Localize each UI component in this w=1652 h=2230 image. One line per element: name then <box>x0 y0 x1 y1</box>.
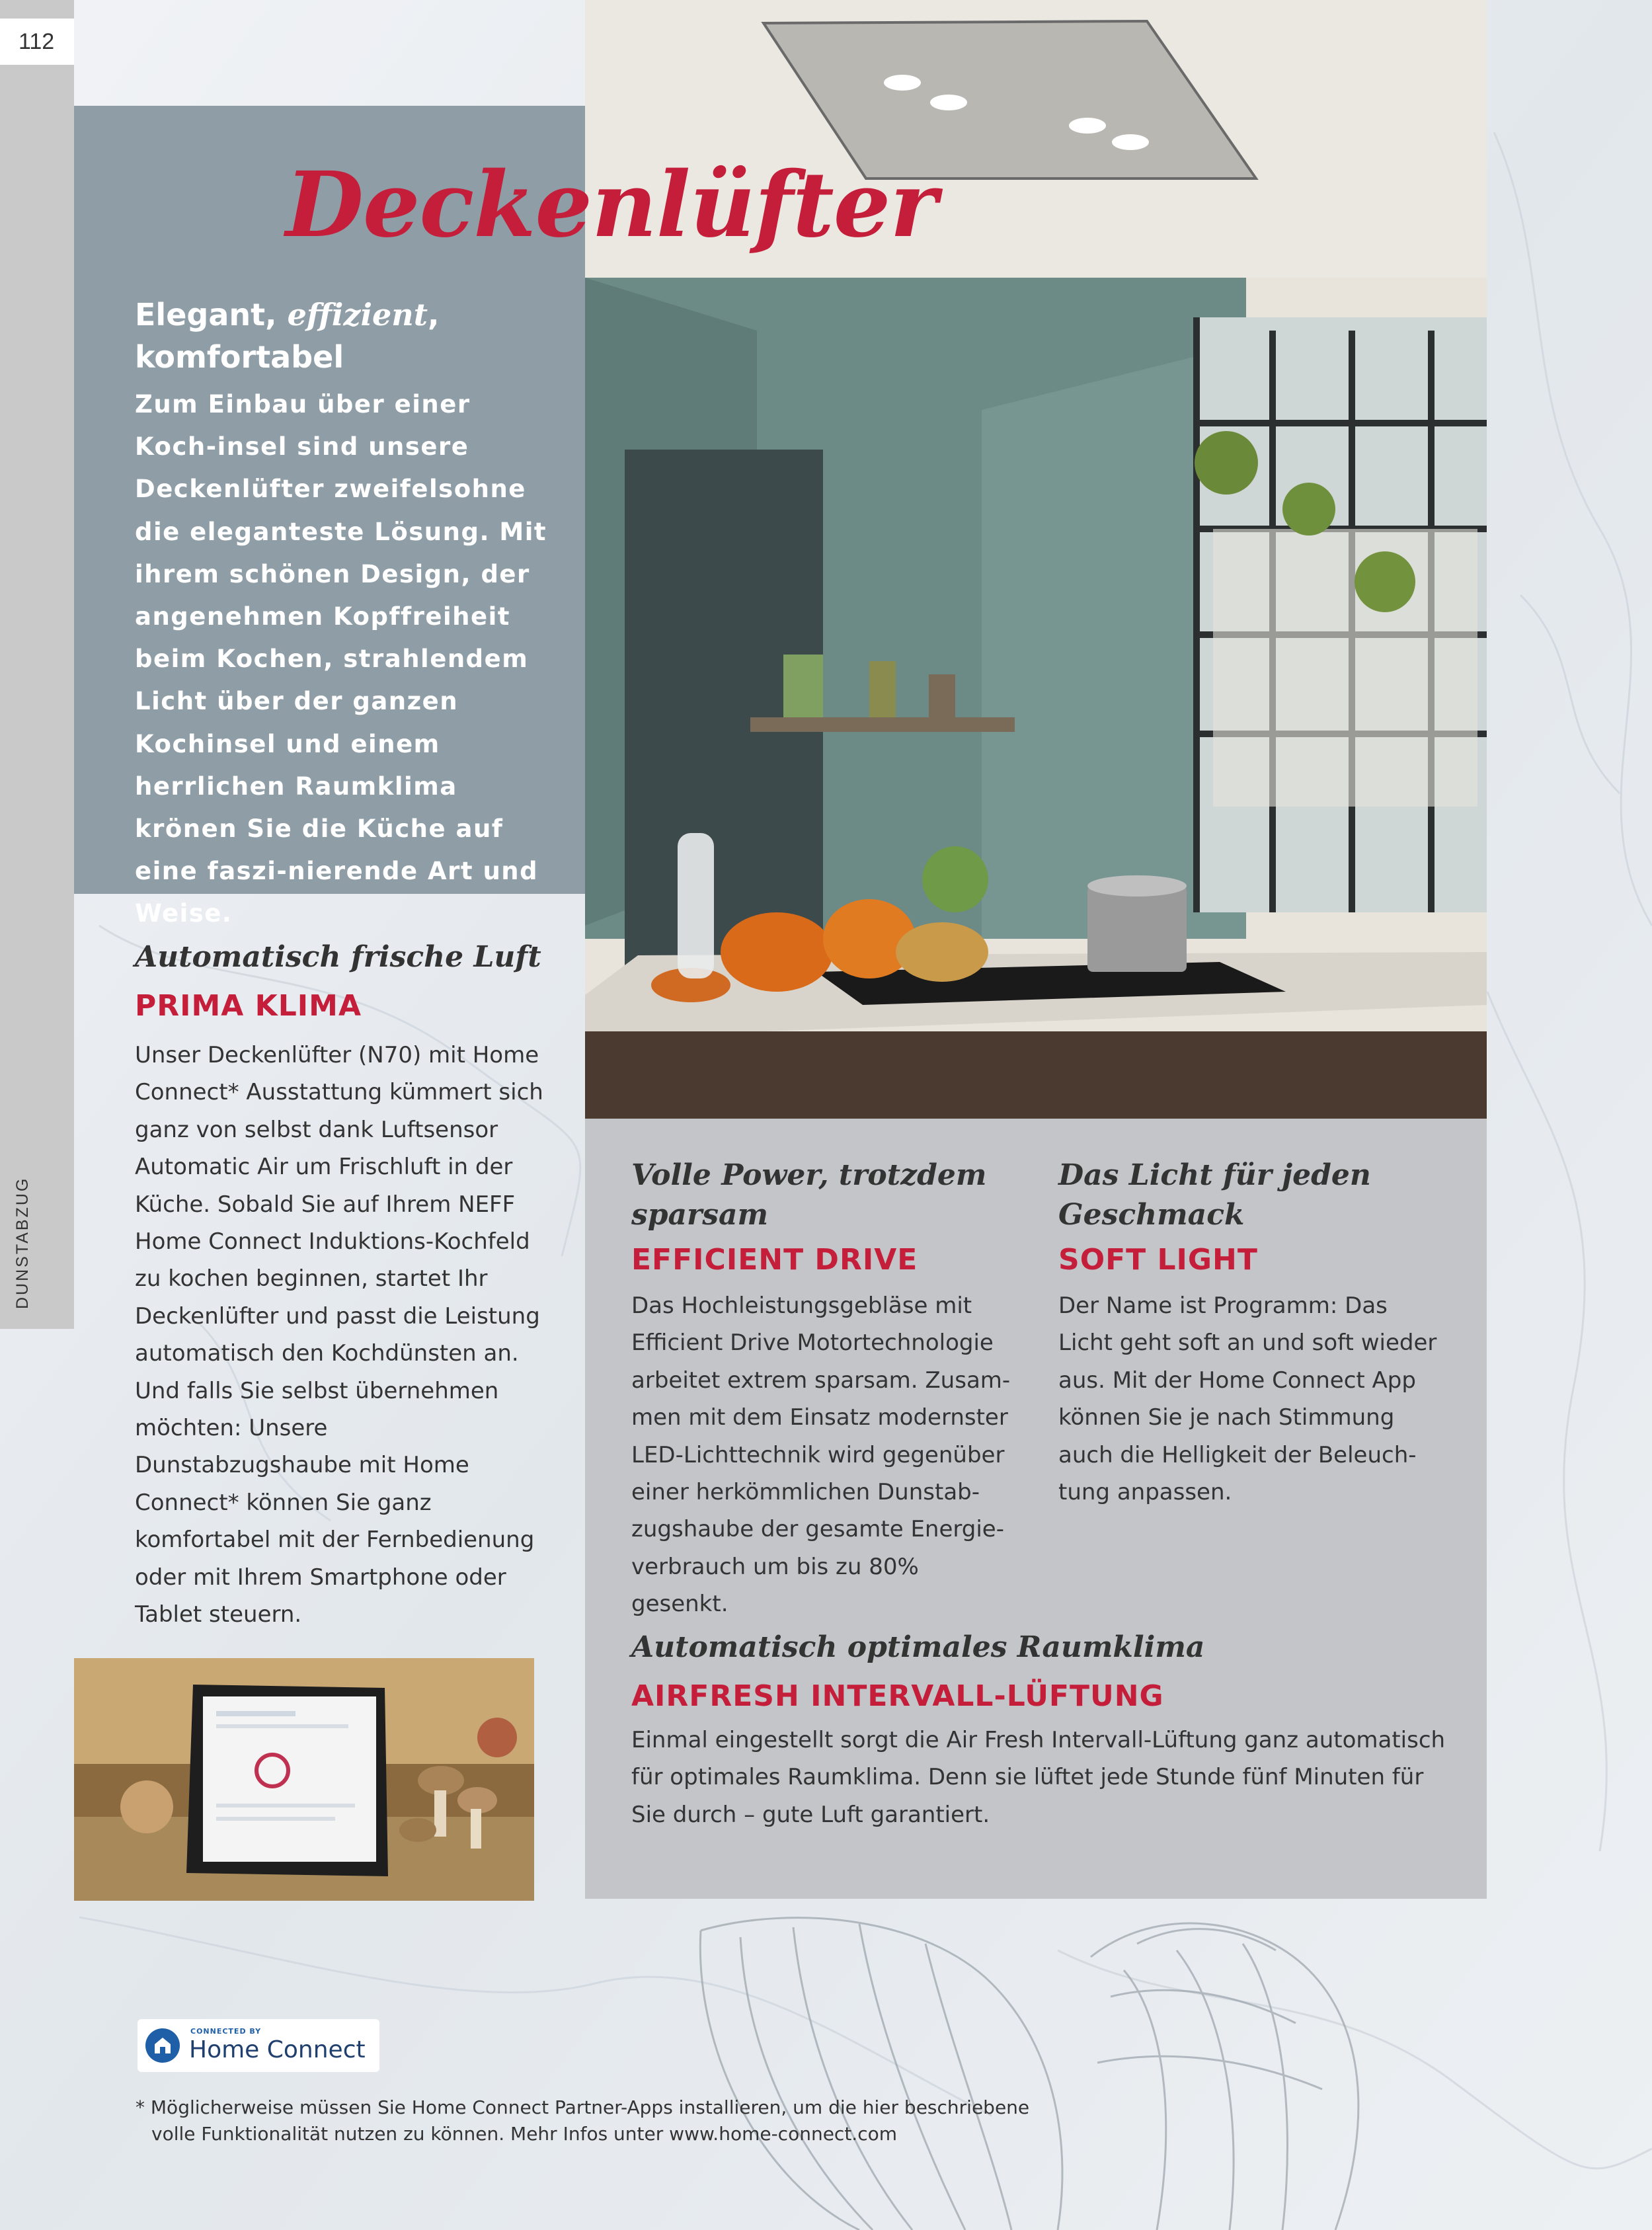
intro-heading-italic: effizient <box>287 297 428 333</box>
soft-light-subtitle: Das Licht für jeden Geschmack <box>1058 1158 1371 1232</box>
home-connect-logo <box>138 2019 379 2072</box>
airfresh-title: AIRFRESH INTERVALL-LÜFTUNG <box>631 1679 1164 1713</box>
footnote-line-1: * Möglicherweise müssen Sie Home Connect Partner-Apps installieren, um die hier beschriebene <box>136 2096 1030 2118</box>
efficient-drive-subtitle: Volle Power, trotzdem sparsam <box>631 1158 987 1232</box>
home-connect-brand: Home Connect <box>189 2036 366 2063</box>
intro-heading <box>135 294 545 378</box>
connected-by-label: CONNECTED BY <box>190 2027 262 2036</box>
intro-heading-line2: komfortabel <box>135 339 344 375</box>
prima-klima-title: PRIMA KLIMA <box>135 989 362 1023</box>
page-title: Deckenlüfter <box>286 152 937 258</box>
soft-light-title: SOFT LIGHT <box>1058 1243 1258 1277</box>
prima-klima-subtitle: Automatisch frische Luft <box>135 940 541 974</box>
efficient-drive-title: EFFICIENT DRIVE <box>631 1243 918 1277</box>
intro-heading-a: Elegant, <box>135 297 288 333</box>
footnote <box>136 2094 1061 2147</box>
airfresh-body: Einmal eingestellt sorgt die Air Fresh Intervall-Lüftung ganz automatisch für optimales Raumklima. Denn sie lüftet jede Stunde fünf Minuten für Sie durch – gute Luft garantiert. <box>631 1727 1446 1828</box>
prima-klima-body: Unser Deckenlüfter (N70) mit Home Connect* Ausstattung kümmert sich ganz von selbst dank Luftsensor Automatic Air um Frischluft in der Küche. Sobald Sie auf Ihrem NEFF Home Connect Induktions-Kochfeld zu kochen beginnen, startet Ihr Deckenlüfter und passt die Leistung automatisch den Kochdünsten an. Und falls Sie selbst übernehmen möchten: Unsere Dunstabzugshaube mit Home Connect* können Sie ganz komfortabel mit der Fernbedienung oder mit Ihrem Smartphone oder Tablet steuern. <box>135 1042 543 1628</box>
tablet-photo <box>74 1658 534 1901</box>
footnote-line-2: volle Funktionalität nutzen zu können. Mehr Infos unter www.home-connect.com <box>151 2123 897 2145</box>
intro-body: Zum Einbau über einer Koch-insel sind unsere Deckenlüfter zweifelsohne die eleganteste Lösung. Mit ihrem schönen Design, der angenehmen Kopffreiheit beim Kochen, strahlendem Licht über der ganzen Kochinsel und einem herrlichen Raumklima krönen Sie die Küche auf eine faszi-nierende Art und Weise. <box>135 390 547 928</box>
efficient-drive-body: Das Hochleistungsgebläse mit Efficient Drive Motortechnologie arbeitet extrem sparsam. Zusam-men mit dem Einsatz modernster LED-Lichttechnik wird gegenüber einer herkömmlichen Dunstab-zugshaube der gesamte Energie-verbrauch um bis zu 80% gesenkt. <box>631 1293 1011 1618</box>
home-connect-logo-icon <box>144 2027 181 2064</box>
section-label: DUNSTABZUG <box>13 1176 32 1309</box>
soft-light-body: Der Name ist Programm: Das Licht geht soft an und soft wieder aus. Mit der Home Connect App können Sie je nach Stimmung auch die Helligkeit der Beleuch-tung anpassen. <box>1058 1293 1437 1506</box>
page-number: 112 <box>0 19 74 65</box>
airfresh-subtitle: Automatisch optimales Raumklima <box>631 1630 1205 1664</box>
intro-heading-b: , <box>427 297 440 333</box>
left-sidebar <box>0 0 74 1329</box>
